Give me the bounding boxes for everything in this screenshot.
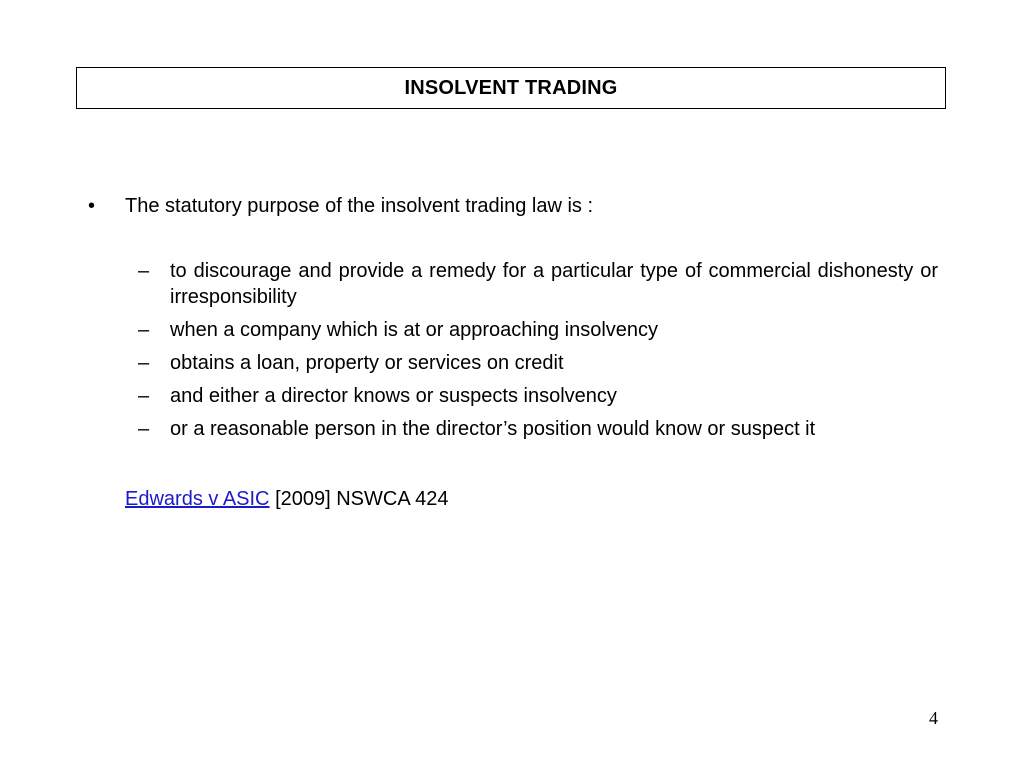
dash-marker: – — [138, 260, 150, 282]
sub-point-item — [138, 383, 938, 409]
bullet-marker: • — [88, 195, 96, 217]
dash-marker: – — [138, 418, 150, 440]
sub-point-item — [138, 416, 938, 442]
case-reference: [2009] NSWCA 424 — [269, 488, 449, 510]
main-point-text: The statutory purpose of the insolvent trading law is : — [125, 195, 594, 217]
sub-point-item — [138, 350, 938, 376]
sub-point-text: obtains a loan, property or services on credit — [170, 352, 564, 374]
dash-marker: – — [138, 319, 150, 341]
sub-point-item — [138, 317, 938, 343]
page-number: 4 — [929, 708, 938, 728]
dash-marker: – — [138, 385, 150, 407]
sub-point-text: when a company which is at or approaching insolvency — [170, 319, 659, 341]
dash-marker: – — [138, 352, 150, 374]
sub-point-item — [138, 258, 938, 310]
slide-title: INSOLVENT TRADING — [404, 76, 618, 99]
main-bullet — [88, 193, 938, 219]
case-citation — [125, 486, 449, 512]
sub-point-text: or a reasonable person in the director’s position would know or suspect it — [170, 418, 816, 440]
sub-point-list — [138, 258, 938, 449]
case-link[interactable]: Edwards v ASIC — [125, 488, 270, 510]
sub-point-text: to discourage and provide a remedy for a particular type of commercial dishonesty or irresponsibility — [170, 260, 938, 308]
sub-point-text: and either a director knows or suspects insolvency — [170, 385, 617, 407]
title-box — [76, 67, 946, 109]
